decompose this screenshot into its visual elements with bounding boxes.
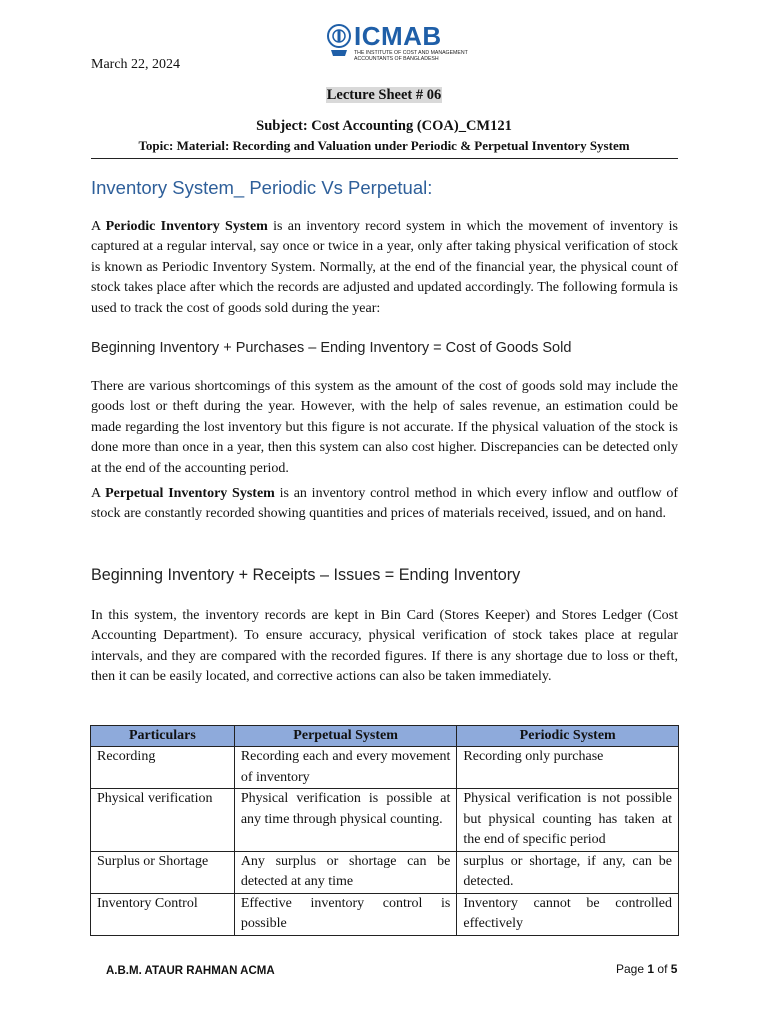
cell-perpetual: Any surplus or shortage can be detected at any time bbox=[234, 851, 457, 893]
para1-prefix: A bbox=[91, 219, 106, 234]
lecture-title: Lecture Sheet # 06 bbox=[326, 87, 442, 103]
page-number bbox=[616, 962, 677, 976]
table-row bbox=[91, 789, 679, 852]
formula-perpetual: Beginning Inventory + Receipts – Issues = Ending Inventory bbox=[91, 566, 521, 584]
cell-periodic: Physical verification is not possible but physical counting has taken at the end of specific period bbox=[457, 789, 679, 852]
cell-periodic: Inventory cannot be controlled effectively bbox=[457, 893, 679, 935]
logo-subtitle-1: THE INSTITUTE OF COST AND MANAGEMENT bbox=[354, 50, 468, 56]
page-current: 1 bbox=[647, 962, 655, 976]
cell-periodic: surplus or shortage, if any, can be detected. bbox=[457, 851, 679, 893]
page-word: Page bbox=[616, 962, 645, 976]
table-row bbox=[91, 747, 679, 789]
cell-periodic: Recording only purchase bbox=[457, 747, 679, 789]
header-divider bbox=[91, 158, 678, 159]
paragraph-periodic bbox=[91, 217, 678, 319]
table-header-row bbox=[91, 726, 679, 747]
formula-periodic: Beginning Inventory + Purchases – Ending Inventory = Cost of Goods Sold bbox=[91, 340, 572, 356]
paragraph-perpetual bbox=[91, 484, 678, 525]
header-periodic: Periodic System bbox=[457, 726, 679, 747]
section-heading: Inventory System_ Periodic Vs Perpetual: bbox=[91, 177, 433, 198]
page-of: of bbox=[657, 962, 668, 976]
footer-author: A.B.M. ATAUR RAHMAN ACMA bbox=[106, 965, 275, 977]
header-perpetual: Perpetual System bbox=[234, 726, 457, 747]
page-total: 5 bbox=[670, 962, 678, 976]
para3-prefix: A bbox=[91, 486, 106, 501]
topic-line: Topic: Material: Recording and Valuation under Periodic & Perpetual Inventory System bbox=[138, 138, 630, 153]
logo-subtitle-2: ACCOUNTANTS OF BANGLADESH bbox=[354, 56, 439, 62]
cell-particular: Surplus or Shortage bbox=[91, 851, 235, 893]
cell-perpetual: Effective inventory control is possible bbox=[234, 893, 457, 935]
paragraph-shortcomings: There are various shortcomings of this system as the amount of the cost of goods sold may include the goods lost or theft during the year. However, with the help of sales revenue, an estimation could be made regarding the lost inventory but this figure is not accurate. If the physical valuation of the stock is done more than once in a year, then this system can also cost higher. Discrepancies can be detected only at the end of the accounting period. bbox=[91, 379, 678, 476]
document-date: March 22, 2024 bbox=[91, 57, 181, 72]
cell-perpetual: Physical verification is possible at any time through physical counting. bbox=[234, 789, 457, 852]
lecture-title-wrap bbox=[0, 86, 768, 104]
para3-bold-term: Perpetual Inventory System bbox=[105, 486, 275, 501]
para1-bold-term: Periodic Inventory System bbox=[105, 219, 268, 234]
cell-particular: Physical verification bbox=[91, 789, 235, 852]
subject-line: Subject: Cost Accounting (COA)_CM121 bbox=[256, 118, 512, 134]
logo-wordmark: ICMAB bbox=[354, 21, 442, 51]
cell-particular: Inventory Control bbox=[91, 893, 235, 935]
header-particulars: Particulars bbox=[91, 726, 235, 747]
cell-perpetual: Recording each and every movement of inventory bbox=[234, 747, 457, 789]
para1-body: is an inventory record system in which the movement of inventory is captured at a regular interval, say once or twice in a year, only after taking physical verification of stock is known as Periodic Inventory System. Normally, at the end of the financial year, the physical count of stock takes place after which the records are adjusted and updated accordingly. The following formula is used to track the cost of goods sold during the year: bbox=[91, 219, 678, 316]
table-row bbox=[91, 893, 679, 935]
icmab-logo bbox=[326, 21, 468, 64]
emblem-icon bbox=[326, 22, 352, 60]
para3-body: is an inventory control method in which every inflow and outflow of stock are constantly recorded showing quantities and prices of materials received, issued, and on hand. bbox=[91, 486, 679, 522]
cell-particular: Recording bbox=[91, 747, 235, 789]
comparison-table bbox=[90, 725, 679, 936]
table-row bbox=[91, 851, 679, 893]
paragraph-bin-card: In this system, the inventory records are kept in Bin Card (Stores Keeper) and Stores Ledger (Cost Accounting Department). To ensure accuracy, physical verification of stock takes place at regular intervals, and they are compared with the recorded figures. If there is any shortage due to loss or theft, then it can be easily located, and corrective actions can also be taken immediately. bbox=[91, 608, 678, 685]
